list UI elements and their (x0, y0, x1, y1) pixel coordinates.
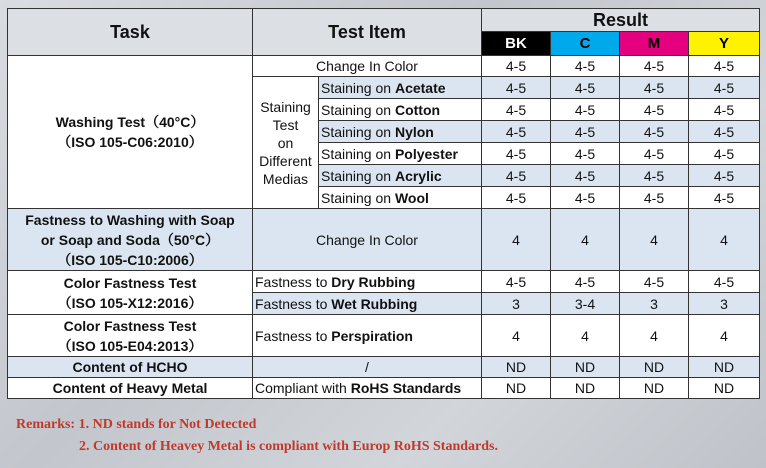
header-color-m: M (620, 32, 689, 56)
task-heavy-metal: Content of Heavy Metal (8, 378, 253, 399)
value-cell: 4-5 (689, 143, 760, 165)
value-cell: 4-5 (620, 143, 689, 165)
header-color-c: C (551, 32, 620, 56)
value-cell: 4-5 (689, 77, 760, 99)
item-soap-change-in-color: Change In Color (253, 209, 482, 271)
value-cell: 4-5 (689, 121, 760, 143)
value-cell: 4 (620, 315, 689, 357)
task-washing-line1: Washing Test（40°C） (55, 114, 205, 130)
value-cell: 4-5 (620, 271, 689, 293)
value-cell: ND (551, 357, 620, 378)
value-cell: 4-5 (482, 143, 551, 165)
item-dry-rubbing: Fastness to Dry Rubbing (253, 271, 482, 293)
header-color-y: Y (689, 32, 760, 56)
value-cell: 4 (689, 209, 760, 271)
item-staining-cotton: Staining on Cotton (319, 99, 482, 121)
value-cell: ND (689, 357, 760, 378)
value-cell: 4-5 (482, 77, 551, 99)
value-cell: 4-5 (551, 187, 620, 209)
item-staining-nylon: Staining on Nylon (319, 121, 482, 143)
value-cell: 4-5 (482, 99, 551, 121)
item-wet-rubbing: Fastness to Wet Rubbing (253, 293, 482, 315)
value-cell: 4-5 (620, 121, 689, 143)
value-cell: 4-5 (551, 56, 620, 77)
value-cell: 4-5 (482, 271, 551, 293)
value-cell: ND (620, 357, 689, 378)
task-perspiration: Color Fastness Test （ISO 105-E04:2013） (8, 315, 253, 357)
remark-line-2: 2. Content of Heavey Metal is compliant with Europ RoHS Standards. (79, 439, 498, 454)
task-soap-washing: Fastness to Washing with Soap or Soap and Soda（50°C） （ISO 105-C10:2006） (8, 209, 253, 271)
task-washing (8, 56, 253, 209)
value-cell: 4-5 (620, 99, 689, 121)
value-cell: 4-5 (551, 143, 620, 165)
item-staining-acrylic: Staining on Acrylic (319, 165, 482, 187)
value-cell: 4-5 (551, 121, 620, 143)
value-cell: 4-5 (689, 99, 760, 121)
value-cell: 4-5 (482, 187, 551, 209)
remarks (16, 414, 498, 458)
value-cell: 4 (551, 209, 620, 271)
value-cell: ND (482, 357, 551, 378)
item-heavy-metal: Compliant with RoHS Standards (253, 378, 482, 399)
value-cell: 4-5 (482, 56, 551, 77)
value-cell: 4-5 (620, 77, 689, 99)
value-cell: 3 (482, 293, 551, 315)
header-test-item: Test Item (253, 9, 482, 56)
header-task: Task (8, 9, 253, 56)
value-cell: 4-5 (482, 165, 551, 187)
value-cell: 4-5 (689, 271, 760, 293)
value-cell: 4 (482, 209, 551, 271)
remark-line-1: Remarks: 1. ND stands for Not Detected (16, 417, 257, 432)
value-cell: 4-5 (620, 56, 689, 77)
value-cell: ND (482, 378, 551, 399)
staining-group-label: Staining Test on Different Medias (253, 77, 319, 209)
value-cell: 4-5 (689, 56, 760, 77)
value-cell: ND (620, 378, 689, 399)
header-result: Result (482, 9, 760, 32)
value-cell: 4-5 (551, 271, 620, 293)
test-results-table (7, 8, 760, 399)
value-cell: 4-5 (551, 165, 620, 187)
value-cell: 4-5 (482, 121, 551, 143)
value-cell: 4-5 (689, 165, 760, 187)
header-color-bk: BK (482, 32, 551, 56)
item-staining-wool: Staining on Wool (319, 187, 482, 209)
value-cell: 4 (482, 315, 551, 357)
item-staining-polyester: Staining on Polyester (319, 143, 482, 165)
task-rubbing: Color Fastness Test （ISO 105-X12:2016） (8, 271, 253, 315)
value-cell: 4 (620, 209, 689, 271)
value-cell: ND (551, 378, 620, 399)
value-cell: ND (689, 378, 760, 399)
value-cell: 4-5 (551, 99, 620, 121)
value-cell: 4-5 (689, 187, 760, 209)
item-staining-acetate: Staining on Acetate (319, 77, 482, 99)
value-cell: 4-5 (620, 187, 689, 209)
item-perspiration: Fastness to Perspiration (253, 315, 482, 357)
task-washing-line2: （ISO 105-C06:2010） (57, 134, 203, 150)
item-hcho: / (253, 357, 482, 378)
value-cell: 3 (620, 293, 689, 315)
value-cell: 4-5 (620, 165, 689, 187)
item-change-in-color: Change In Color (253, 56, 482, 77)
task-hcho: Content of HCHO (8, 357, 253, 378)
value-cell: 4-5 (551, 77, 620, 99)
value-cell: 4 (551, 315, 620, 357)
value-cell: 3 (689, 293, 760, 315)
value-cell: 4 (689, 315, 760, 357)
value-cell: 3-4 (551, 293, 620, 315)
